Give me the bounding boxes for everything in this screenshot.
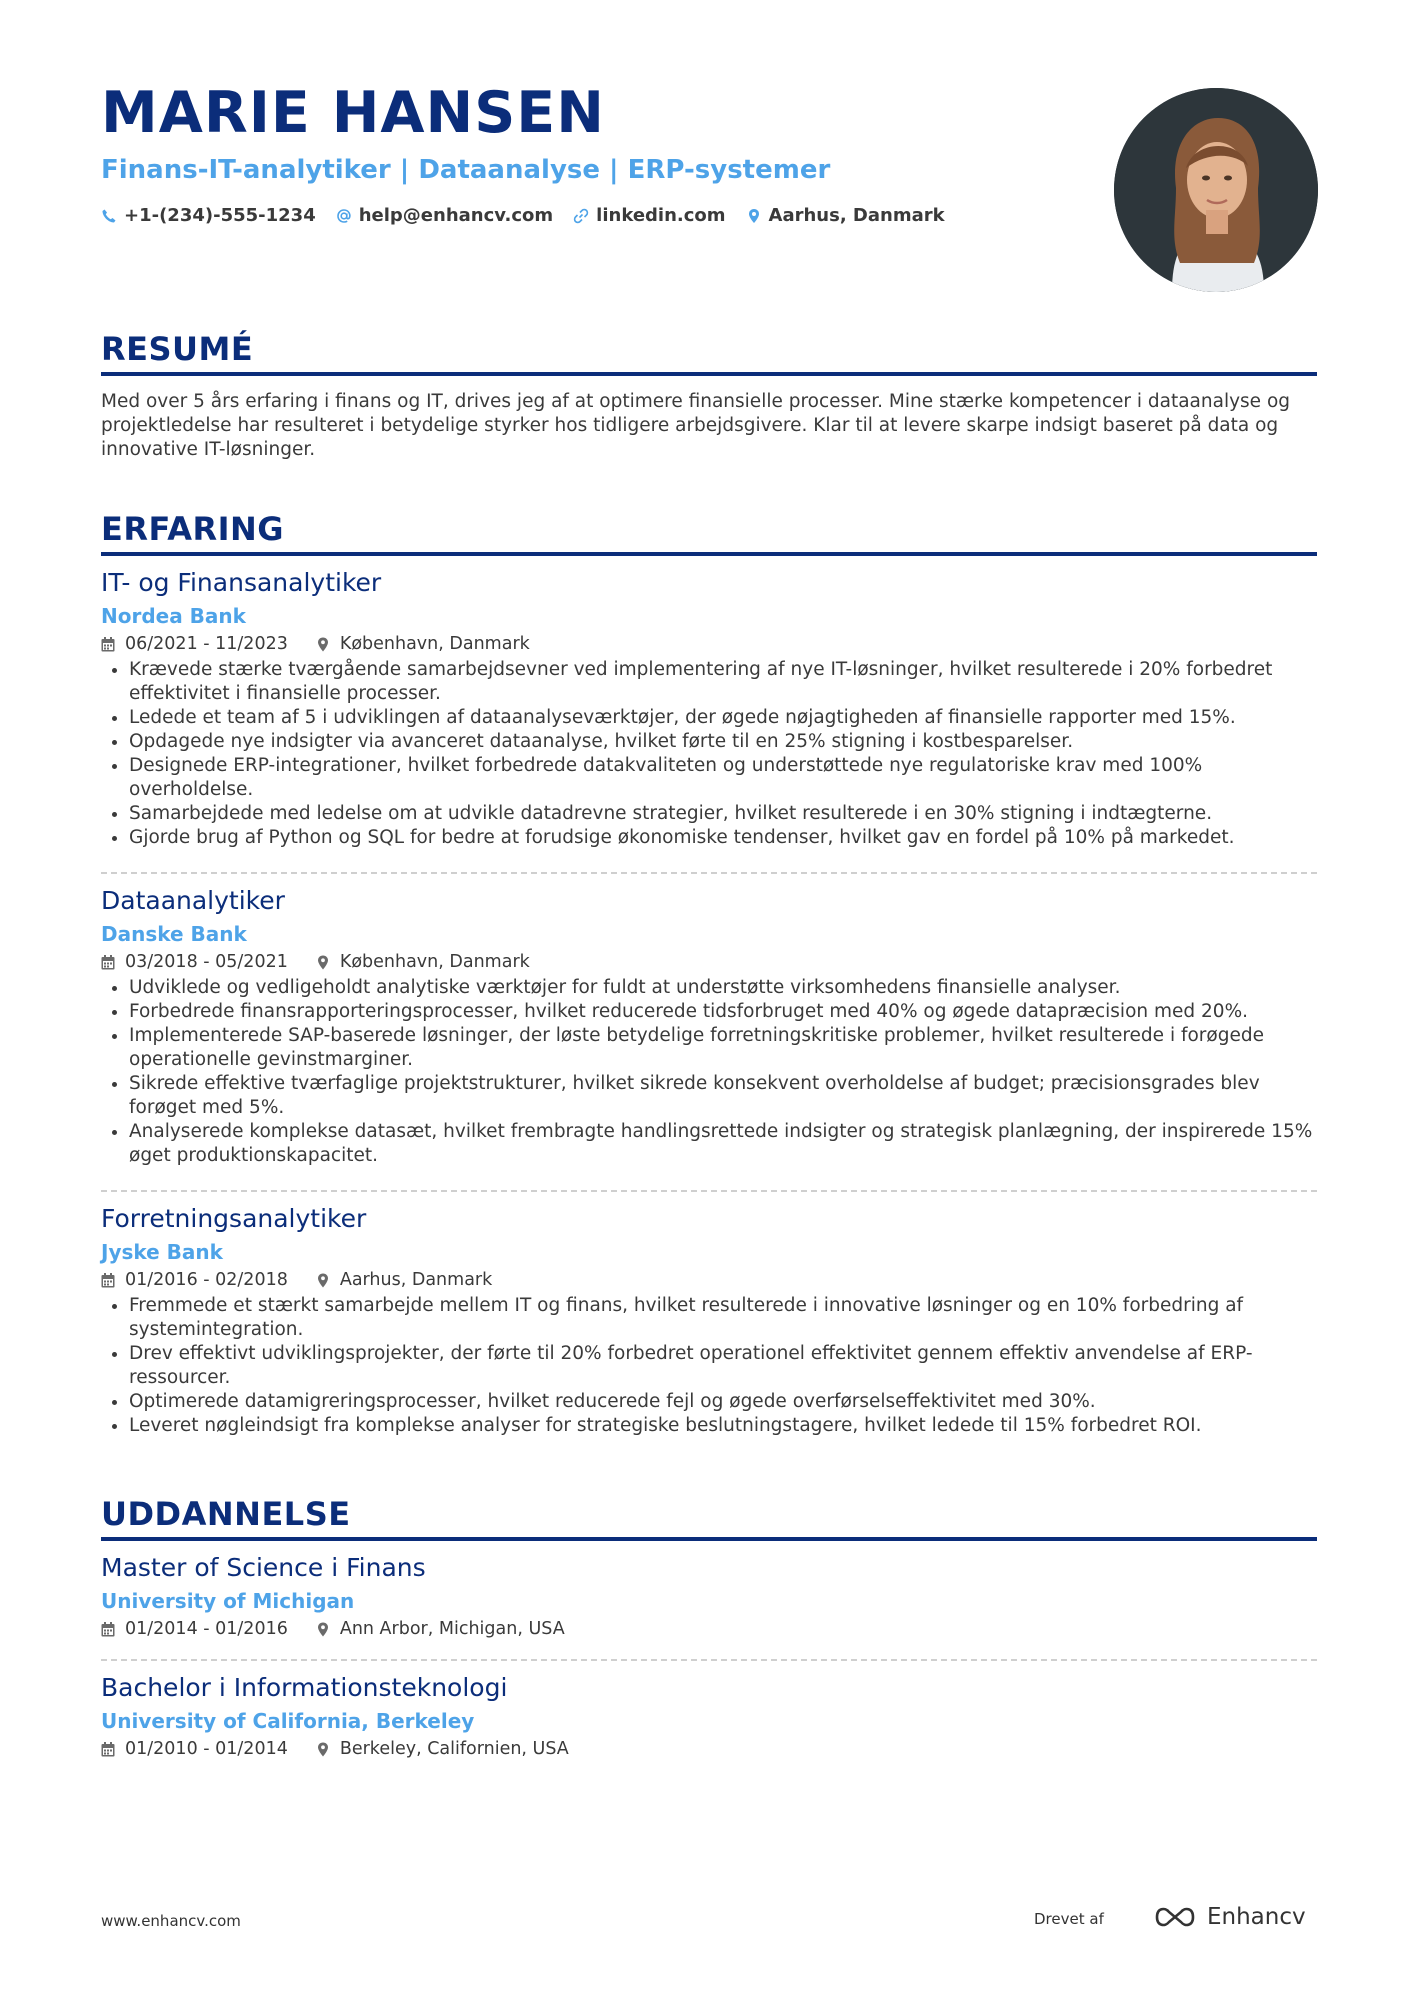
candidate-headline: Finans-IT-analytiker | Dataanalyse | ERP-systemer bbox=[101, 155, 831, 185]
education-location-text: Berkeley, Californien, USA bbox=[339, 1739, 569, 1759]
education-heading: UDDANNELSE bbox=[101, 1495, 351, 1533]
location-pin-icon bbox=[316, 1622, 330, 1637]
location-pin-icon bbox=[316, 1273, 330, 1288]
experience-rule bbox=[101, 552, 1317, 556]
footer-brand[interactable] bbox=[1153, 1904, 1306, 1930]
job-location-text: København, Danmark bbox=[339, 634, 530, 654]
education-rule bbox=[101, 1537, 1317, 1541]
education-dates-text: 01/2014 - 01/2016 bbox=[125, 1619, 288, 1639]
calendar-icon bbox=[101, 955, 115, 970]
education-dates bbox=[101, 1738, 288, 1760]
job-meta bbox=[101, 633, 1317, 655]
footer-website[interactable]: www.enhancv.com bbox=[101, 1912, 241, 1930]
summary-rule bbox=[101, 372, 1317, 376]
job-bullet: • Analyserede komplekse datasæt, hvilket frembragte handlingsrettede indsigter og strategisk planlægning, der inspirerede 15% øget produktionskapacitet. bbox=[129, 1120, 1317, 1168]
job-location bbox=[316, 951, 530, 973]
job-bullet: • Ledede et team af 5 i udviklingen af dataanalyseværktøjer, der øgede nøjagtigheden af finansielle rapporter med 15%. bbox=[129, 706, 1317, 730]
experience-entry bbox=[101, 1204, 1317, 1438]
job-bullet: • Sikrede effektive tværfaglige projektstrukturer, hvilket sikrede konsekvent overholdelse af budget; præcisionsgrades blev forøget med 5%. bbox=[129, 1072, 1317, 1120]
company-name: Danske Bank bbox=[101, 922, 247, 946]
job-location bbox=[316, 633, 530, 655]
school-name: University of Michigan bbox=[101, 1589, 355, 1613]
calendar-icon bbox=[101, 1622, 115, 1637]
job-meta bbox=[101, 951, 1317, 973]
enhancv-logo-icon bbox=[1153, 1904, 1199, 1930]
footer-powered-by: Drevet af bbox=[1034, 1910, 1104, 1928]
experience-heading: ERFARING bbox=[101, 510, 285, 548]
job-location-text: København, Danmark bbox=[339, 952, 530, 972]
degree-title: Bachelor i Informationsteknologi bbox=[101, 1673, 508, 1702]
contact-bar bbox=[101, 205, 965, 226]
education-entry bbox=[101, 1553, 1317, 1640]
location-pin-icon bbox=[316, 955, 330, 970]
job-dates-text: 01/2016 - 02/2018 bbox=[125, 1270, 288, 1290]
calendar-icon bbox=[101, 1273, 115, 1288]
summary-heading: RESUMÉ bbox=[101, 330, 254, 368]
job-dates bbox=[101, 951, 288, 973]
education-meta bbox=[101, 1738, 1317, 1760]
job-title: Forretningsanalytiker bbox=[101, 1204, 367, 1233]
job-dates-text: 06/2021 - 11/2023 bbox=[125, 634, 288, 654]
contact-email-text: help@enhancv.com bbox=[358, 205, 554, 226]
job-bullet: • Fremmede et stærkt samarbejde mellem IT og finans, hvilket resulterede i innovative løsninger og en 10% forbedring af systemintegration. bbox=[129, 1294, 1317, 1342]
job-title: Dataanalytiker bbox=[101, 886, 285, 915]
job-bullets bbox=[101, 976, 1317, 1168]
job-bullet: • Gjorde brug af Python og SQL for bedre at forudsige økonomiske tendenser, hvilket gav en fordel på 10% på markedet. bbox=[129, 826, 1317, 850]
company-name: Nordea Bank bbox=[101, 604, 246, 628]
job-bullet: • Forbedrede finansrapporteringsprocesser, hvilket reducerede tidsforbruget med 40% og øgede datapræcision med 20%. bbox=[129, 1000, 1317, 1024]
contact-linkedin-text: linkedin.com bbox=[596, 205, 726, 226]
job-location bbox=[316, 1269, 492, 1291]
job-bullet: • Designede ERP-integrationer, hvilket forbedrede datakvaliteten og understøttede nye regulatoriske krav med 100% overholdelse. bbox=[129, 754, 1317, 802]
footer-brand-name: Enhancv bbox=[1207, 1904, 1306, 1930]
job-bullets bbox=[101, 1294, 1317, 1438]
education-dates-text: 01/2010 - 01/2014 bbox=[125, 1739, 288, 1759]
phone-icon bbox=[101, 208, 117, 224]
link-icon bbox=[573, 208, 589, 224]
job-dates-text: 03/2018 - 05/2021 bbox=[125, 952, 288, 972]
location-pin-icon bbox=[316, 1742, 330, 1757]
job-bullet: • Optimerede datamigreringsprocesser, hvilket reducerede fejl og øgede overførselseffektivitet med 30%. bbox=[129, 1390, 1317, 1414]
contact-phone-text: +1-(234)-555-1234 bbox=[124, 205, 316, 226]
job-bullet: • Udviklede og vedligeholdt analytiske værktøjer for fuldt at understøtte virksomhedens finansielle analyser. bbox=[129, 976, 1317, 1000]
contact-location bbox=[746, 205, 945, 226]
education-meta bbox=[101, 1618, 1317, 1640]
job-bullet: • Krævede stærke tværgående samarbejdsevner ved implementering af nye IT-løsninger, hvilket resulterede i 20% forbedret effektivitet i finansielle processer. bbox=[129, 658, 1317, 706]
entry-divider bbox=[101, 872, 1317, 874]
job-title: IT- og Finansanalytiker bbox=[101, 568, 382, 597]
entry-divider bbox=[101, 1659, 1317, 1661]
job-location-text: Aarhus, Danmark bbox=[339, 1270, 493, 1290]
education-location bbox=[316, 1738, 569, 1760]
job-bullet: • Implementerede SAP-baserede løsninger, der løste betydelige forretningskritiske problemer, hvilket resulterede i forøgede operationelle gevinstmarginer. bbox=[129, 1024, 1317, 1072]
location-pin-icon bbox=[316, 637, 330, 652]
entry-divider bbox=[101, 1190, 1317, 1192]
job-dates bbox=[101, 633, 288, 655]
experience-entry bbox=[101, 886, 1317, 1168]
job-bullets bbox=[101, 658, 1317, 850]
education-location-text: Ann Arbor, Michigan, USA bbox=[339, 1619, 565, 1639]
summary-text: Med over 5 års erfaring i finans og IT, drives jeg af at optimere finansielle processer. Mine stærke kompetencer i dataanalyse og projektledelse har resulteret i betydelige styrker hos tidligere arbejdsgivere. Klar til at levere skarpe indsigt baseret på data og innovative IT-løsninger. bbox=[101, 391, 1291, 460]
degree-title: Master of Science i Finans bbox=[101, 1553, 426, 1582]
contact-location-text: Aarhus, Danmark bbox=[768, 205, 945, 226]
candidate-name: MARIE HANSEN bbox=[101, 80, 605, 146]
job-dates bbox=[101, 1269, 288, 1291]
contact-email[interactable] bbox=[336, 205, 553, 226]
education-dates bbox=[101, 1618, 288, 1640]
at-icon bbox=[336, 208, 352, 224]
location-pin-icon bbox=[746, 208, 762, 224]
job-bullet: • Opdagede nye indsigter via avanceret dataanalyse, hvilket førte til en 25% stigning i kostbesparelser. bbox=[129, 730, 1317, 754]
school-name: University of California, Berkeley bbox=[101, 1709, 475, 1733]
education-location bbox=[316, 1618, 565, 1640]
contact-phone[interactable] bbox=[101, 205, 316, 226]
calendar-icon bbox=[101, 1742, 115, 1757]
company-name: Jyske Bank bbox=[101, 1240, 223, 1264]
contact-linkedin[interactable] bbox=[573, 205, 725, 226]
calendar-icon bbox=[101, 637, 115, 652]
job-meta bbox=[101, 1269, 1317, 1291]
experience-entry bbox=[101, 568, 1317, 850]
job-bullet: • Leveret nøgleindsigt fra komplekse analyser for strategiske beslutningstagere, hvilket ledede til 15% forbedret ROI. bbox=[129, 1414, 1317, 1438]
profile-photo bbox=[1114, 88, 1318, 292]
job-bullet: • Drev effektivt udviklingsprojekter, der førte til 20% forbedret operationel effektivitet gennem effektiv anvendelse af ERP-ressourcer. bbox=[129, 1342, 1317, 1390]
education-entry bbox=[101, 1673, 1317, 1760]
job-bullet: • Samarbejdede med ledelse om at udvikle datadrevne strategier, hvilket resulterede i en 30% stigning i indtægterne. bbox=[129, 802, 1317, 826]
